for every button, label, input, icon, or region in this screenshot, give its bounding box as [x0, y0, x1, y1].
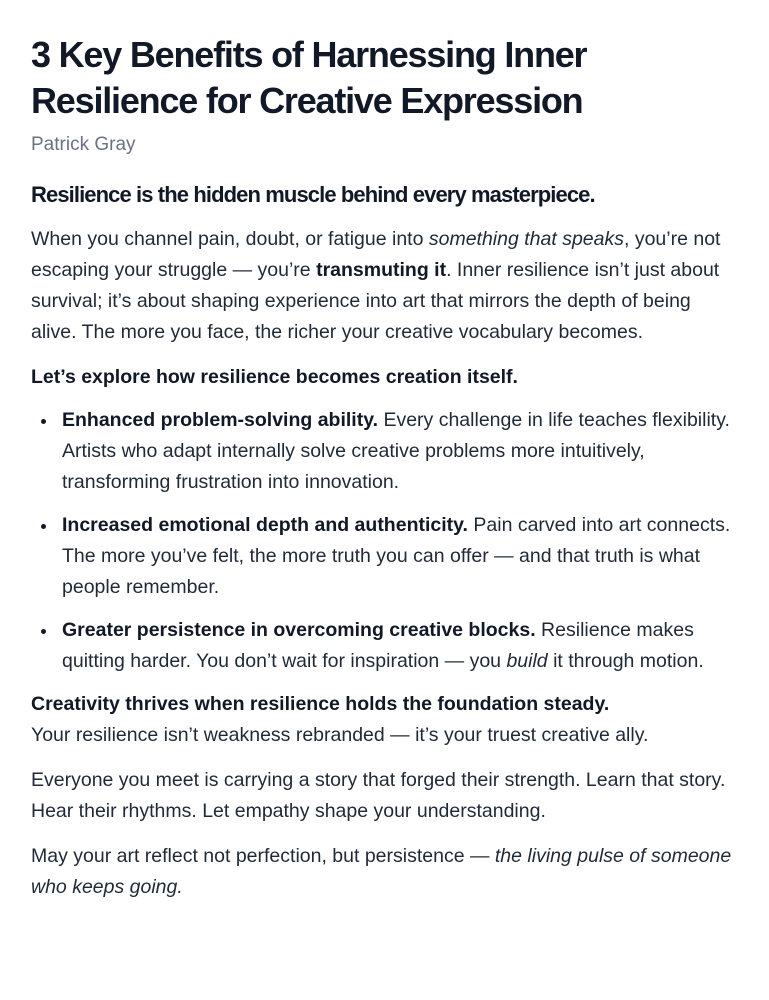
final-text: May your art reflect not perfection, but persistence — [31, 845, 495, 867]
intro-text-2: , you’re not escaping your struggle — you’re [31, 228, 721, 281]
article-title: 3 Key Benefits of Harnessing Inner Resilience for Creative Expression [31, 34, 587, 121]
list-item [31, 405, 739, 498]
intro-strong: transmuting it [316, 259, 447, 281]
bullet-icon [41, 524, 46, 529]
explore-heading: Let’s explore how resilience becomes creation itself. [31, 366, 518, 388]
closing-line: Your resilience isn’t weakness rebranded — it’s your truest creative ally. [31, 724, 649, 746]
empathy-paragraph: Everyone you meet is carrying a story that forged their strength. Learn that story. Hear their rhythms. Let empathy shape your understanding. [31, 769, 726, 822]
benefit-text-end: it through motion. [547, 650, 704, 672]
bullet-icon [41, 419, 46, 424]
benefit-title: Increased emotional depth and authenticity. [62, 514, 468, 536]
benefits-list [31, 405, 739, 677]
author-name: Patrick Gray [31, 134, 136, 155]
benefit-text: Resilience makes quitting harder. You don’t wait for inspiration — you [62, 619, 694, 672]
benefit-text: Every challenge in life teaches flexibility. Artists who adapt internally solve creative problems more intuitively, transforming frustration into innovation. [62, 409, 730, 493]
intro-text-3: . Inner resilience isn’t just about survival; it’s about shaping experience into art that mirrors the depth of being alive. The more you face, the richer your creative vocabulary becomes. [31, 259, 720, 343]
list-item [31, 510, 739, 603]
closing-heading: Creativity thrives when resilience holds the foundation steady. [31, 693, 610, 715]
benefit-title: Greater persistence in overcoming creative blocks. [62, 619, 536, 641]
benefit-title: Enhanced problem-solving ability. [62, 409, 379, 431]
list-item [31, 615, 739, 677]
benefit-emphasis: build [506, 650, 548, 672]
final-emphasis: the living pulse of someone who keeps going. [31, 845, 732, 898]
lead-heading: Resilience is the hidden muscle behind every masterpiece. [31, 182, 595, 207]
bullet-icon [41, 629, 46, 634]
intro-emphasis: something that speaks [428, 228, 624, 250]
intro-paragraph [31, 224, 739, 348]
benefit-text: Pain carved into art connects. The more you’ve felt, the more truth you can offer — and that truth is what people remember. [62, 514, 731, 598]
final-paragraph [31, 841, 739, 903]
intro-text-1: When you channel pain, doubt, or fatigue into [31, 228, 429, 250]
